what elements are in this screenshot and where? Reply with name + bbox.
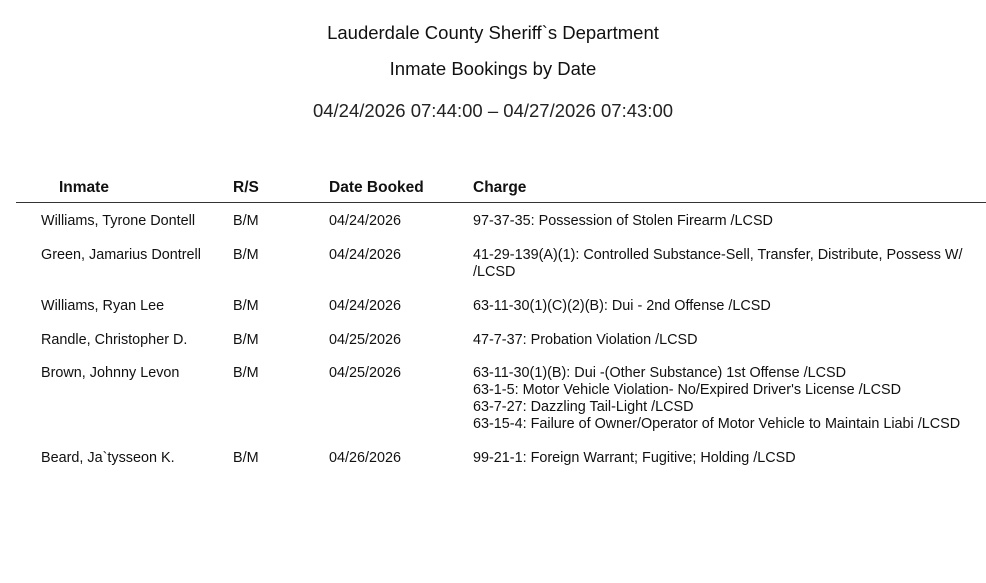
race-sex: B/M [233, 450, 259, 466]
race-sex: B/M [233, 247, 259, 263]
race-sex: B/M [233, 332, 259, 348]
race-sex: B/M [233, 213, 259, 229]
column-header-charge: Charge [473, 179, 527, 196]
report-date-range: 04/24/2026 07:44:00 – 04/27/2026 07:43:00 [312, 100, 674, 121]
charge-line: 97-37-35: Possession of Stolen Firearm /LCSD [473, 213, 773, 229]
charge-line: 47-7-37: Probation Violation /LCSD [473, 332, 698, 348]
inmate-name: Williams, Ryan Lee [41, 298, 165, 314]
charge-line: 63-15-4: Failure of Owner/Operator of Motor Vehicle to Maintain Liabi /LCSD [473, 416, 961, 432]
column-header-rs: R/S [233, 179, 259, 196]
date-booked: 04/25/2026 [329, 365, 402, 381]
charge-line: 63-11-30(1)(C)(2)(B): Dui - 2nd Offense /LCSD [473, 298, 771, 314]
charge-line: 63-11-30(1)(B): Dui -(Other Substance) 1st Offense /LCSD [473, 365, 846, 381]
charge-cell [473, 365, 983, 433]
charge-cell [473, 298, 983, 315]
inmate-name: Beard, Ja`tysseon K. [41, 450, 175, 466]
header-rule [16, 202, 986, 203]
charge-line: 99-21-1: Foreign Warrant; Fugitive; Holding /LCSD [473, 450, 796, 466]
charge-line: 63-1-5: Motor Vehicle Violation- No/Expired Driver's License /LCSD [473, 382, 901, 398]
race-sex: B/M [233, 298, 259, 314]
date-booked: 04/26/2026 [329, 450, 402, 466]
column-header-inmate: Inmate [59, 179, 109, 196]
charge-cell [473, 332, 983, 349]
date-booked: 04/25/2026 [329, 332, 402, 348]
column-header-date-booked: Date Booked [329, 179, 424, 196]
charge-cell [473, 247, 983, 281]
charge-cell [473, 450, 983, 467]
date-booked: 04/24/2026 [329, 213, 402, 229]
charge-line: 41-29-139(A)(1): Controlled Substance-Sell, Transfer, Distribute, Possess W/ [473, 247, 963, 263]
inmate-name: Green, Jamarius Dontrell [41, 247, 201, 263]
report-title: Inmate Bookings by Date [389, 58, 597, 79]
charge-cell [473, 213, 983, 230]
inmate-name: Williams, Tyrone Dontell [41, 213, 196, 229]
report-agency-title: Lauderdale County Sheriff`s Department [327, 22, 659, 43]
date-booked: 04/24/2026 [329, 298, 402, 314]
race-sex: B/M [233, 365, 259, 381]
charge-line: 63-7-27: Dazzling Tail-Light /LCSD [473, 399, 694, 415]
date-booked: 04/24/2026 [329, 247, 402, 263]
inmate-name: Brown, Johnny Levon [41, 365, 180, 381]
charge-line: /LCSD [473, 264, 516, 280]
inmate-name: Randle, Christopher D. [41, 332, 188, 348]
